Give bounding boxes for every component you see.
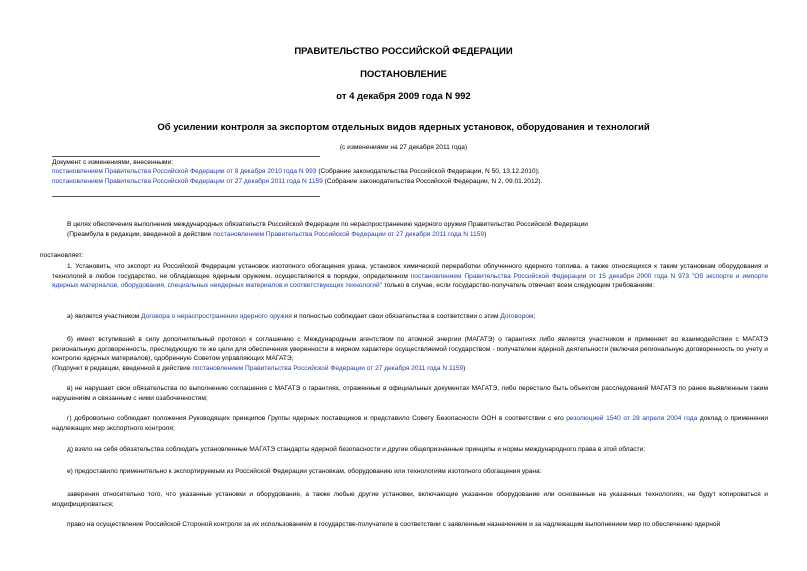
government-name: ПРАВИТЕЛЬСТВО РОССИЙСКОЙ ФЕДЕРАЦИИ [294,46,513,57]
change-text-1: (Собрание законодательства Российской Федерации, N 50, 13.12.2010); [316,168,540,176]
document-date: от 4 декабря 2009 года N 992 [336,91,471,102]
changes-block [52,158,768,186]
paragraph-v: в) не нарушает свои обязательства по выполнению соглашения с МАГАТЭ о гарантиях, отраженные в официальных документах МАГАТЭ, либо перестало быть объектом расследований МАГАТЭ по ранее выявленным таким нарушениям и связанным с ними озабоченностям; [52,385,768,402]
changes-intro: Документ с изменениями, внесенными: [52,159,174,166]
p1-text-b: только в случае, если государство-получатель отвечает всем следующим требованиям: [382,282,655,290]
pa-text-c: ; [533,313,536,320]
pa-text-a: а) является участником [67,313,142,320]
pa-text-b: и полностью соблюдает свои обязательства в соответствии с этим [291,313,501,320]
change-text-2: (Собрание законодательства Российской Федерации, N 2, 09.01.2012). [322,177,543,185]
paragraph-e-1: заверения относительно того, что указанные установки и оборудование, а также любые другие установки, включающие указанное оборудование или основанные на указанных технологиях, не будут копироваться и модифицироваться; [52,491,768,508]
change-item [52,167,768,176]
preamble-text: В целях обеспечения выполнения международных обязательств Российской Федерации по нераспространению ядерного оружия Правительство Российской Федерации [67,221,588,228]
pb-note-link[interactable]: постановлением Правительства Российской Федерации от 27 декабря 2011 года N 1159 [192,364,464,372]
change-link-1[interactable]: постановлением Правительства Российской Федерации от 8 декабря 2010 года N 993 [52,168,317,176]
paragraph-e: е) предоставило применительно к экспортируемым из Российской Федерации установкам, оборудованию или технологиям изотопного обогащения урана: [67,468,542,475]
paragraph-d: д) взяло на себя обязательства соблюдать установленные МАГАТЭ стандарты ядерной безопасности и другие общепризнанные принципы и нормы международного права в этой области; [67,446,646,453]
p1-link[interactable]: постановлением Правительства Российской Федерации от 15 декабря 2000 года N 973 "Об экспорте и импорте ядерных материалов, оборудования, специальных неядерных материалов и соответствующих технологий" [52,272,768,290]
preamble-note [52,230,768,240]
document-title: Об усилении контроля за экспортом отдельных видов ядерных установок, оборудования и технологий [157,122,650,133]
postanovlyaet: постановляет: [40,252,84,259]
pb-text: б) имеет вступивший в силу дополнительный протокол к соглашению с Международным агентством по атомной энергии (МАГАТЭ) о гарантиях либо является участником и применяет во взаимодействии с МАГАТЭ региональную договоренность, преследующую те же цели для обеспечения уверенности в мирном характере осуществляемой государством - получателем ядерной деятельности (включая региональную договоренность по учету и контролю ядерных материалов), одобренную Советом управляющих МАГАТЭ; [52,336,768,363]
pb-note-prefix: (Подпункт в редакции, введенной в действие [52,364,193,372]
pg-text-a: г) добровольно соблюдает положения Руководящих принципов Группы ядерных поставщиков и представило Совету Безопасности ООН в соответствии с его [67,415,567,422]
pg-text-b: доклад о применении надлежащих мер экспортного контроля; [52,415,769,432]
paragraph-g [52,414,768,433]
preamble-note-prefix: (Преамбула в редакции, введенной в действие [67,230,214,238]
amendment-note: (с изменениями на 27 декабря 2011 года) [339,144,468,151]
paragraph-a [52,312,768,322]
pa-link-treaty-short[interactable]: Договором [500,313,534,320]
preamble [52,220,768,239]
paragraph-1 [52,262,768,291]
pb-note [52,364,768,374]
document-type: ПОСТАНОВЛЕНИЕ [360,69,447,80]
divider-top [52,156,320,157]
paragraph-e-2: право на осуществление Российской Стороной контроля за их использованием в государстве-получателе в соответствии с заявленным назначением и за надлежащим выполнением мер по обеспечению ядерной [67,521,721,528]
pb-note-suffix: ) [463,364,466,372]
divider-bottom [52,196,320,197]
change-item [52,177,768,186]
paragraph-b [52,335,768,373]
pa-link-treaty[interactable]: Договора о нераспространении ядерного оружия [141,313,292,320]
p1-text-a: 1. Установить, что экспорт из Российской Федерации установок изотопного обогащения урана, установок химической переработки облученного ядерного топлива, а также относящихся к таким установкам оборудования и технологий в любое государство, не обладающее ядерным оружием, осуществляется в порядке, определенном [52,263,768,280]
change-link-2[interactable]: постановлением Правительства Российской Федерации от 27 декабря 2011 года N 1159 [52,177,323,185]
preamble-note-link[interactable]: постановлением Правительства Российской Федерации от 27 декабря 2011 года N 1159 [213,230,485,238]
preamble-note-suffix: ) [484,230,487,238]
pg-link-resolution[interactable]: резолюцией 1540 от 28 апреля 2004 года [566,415,698,422]
